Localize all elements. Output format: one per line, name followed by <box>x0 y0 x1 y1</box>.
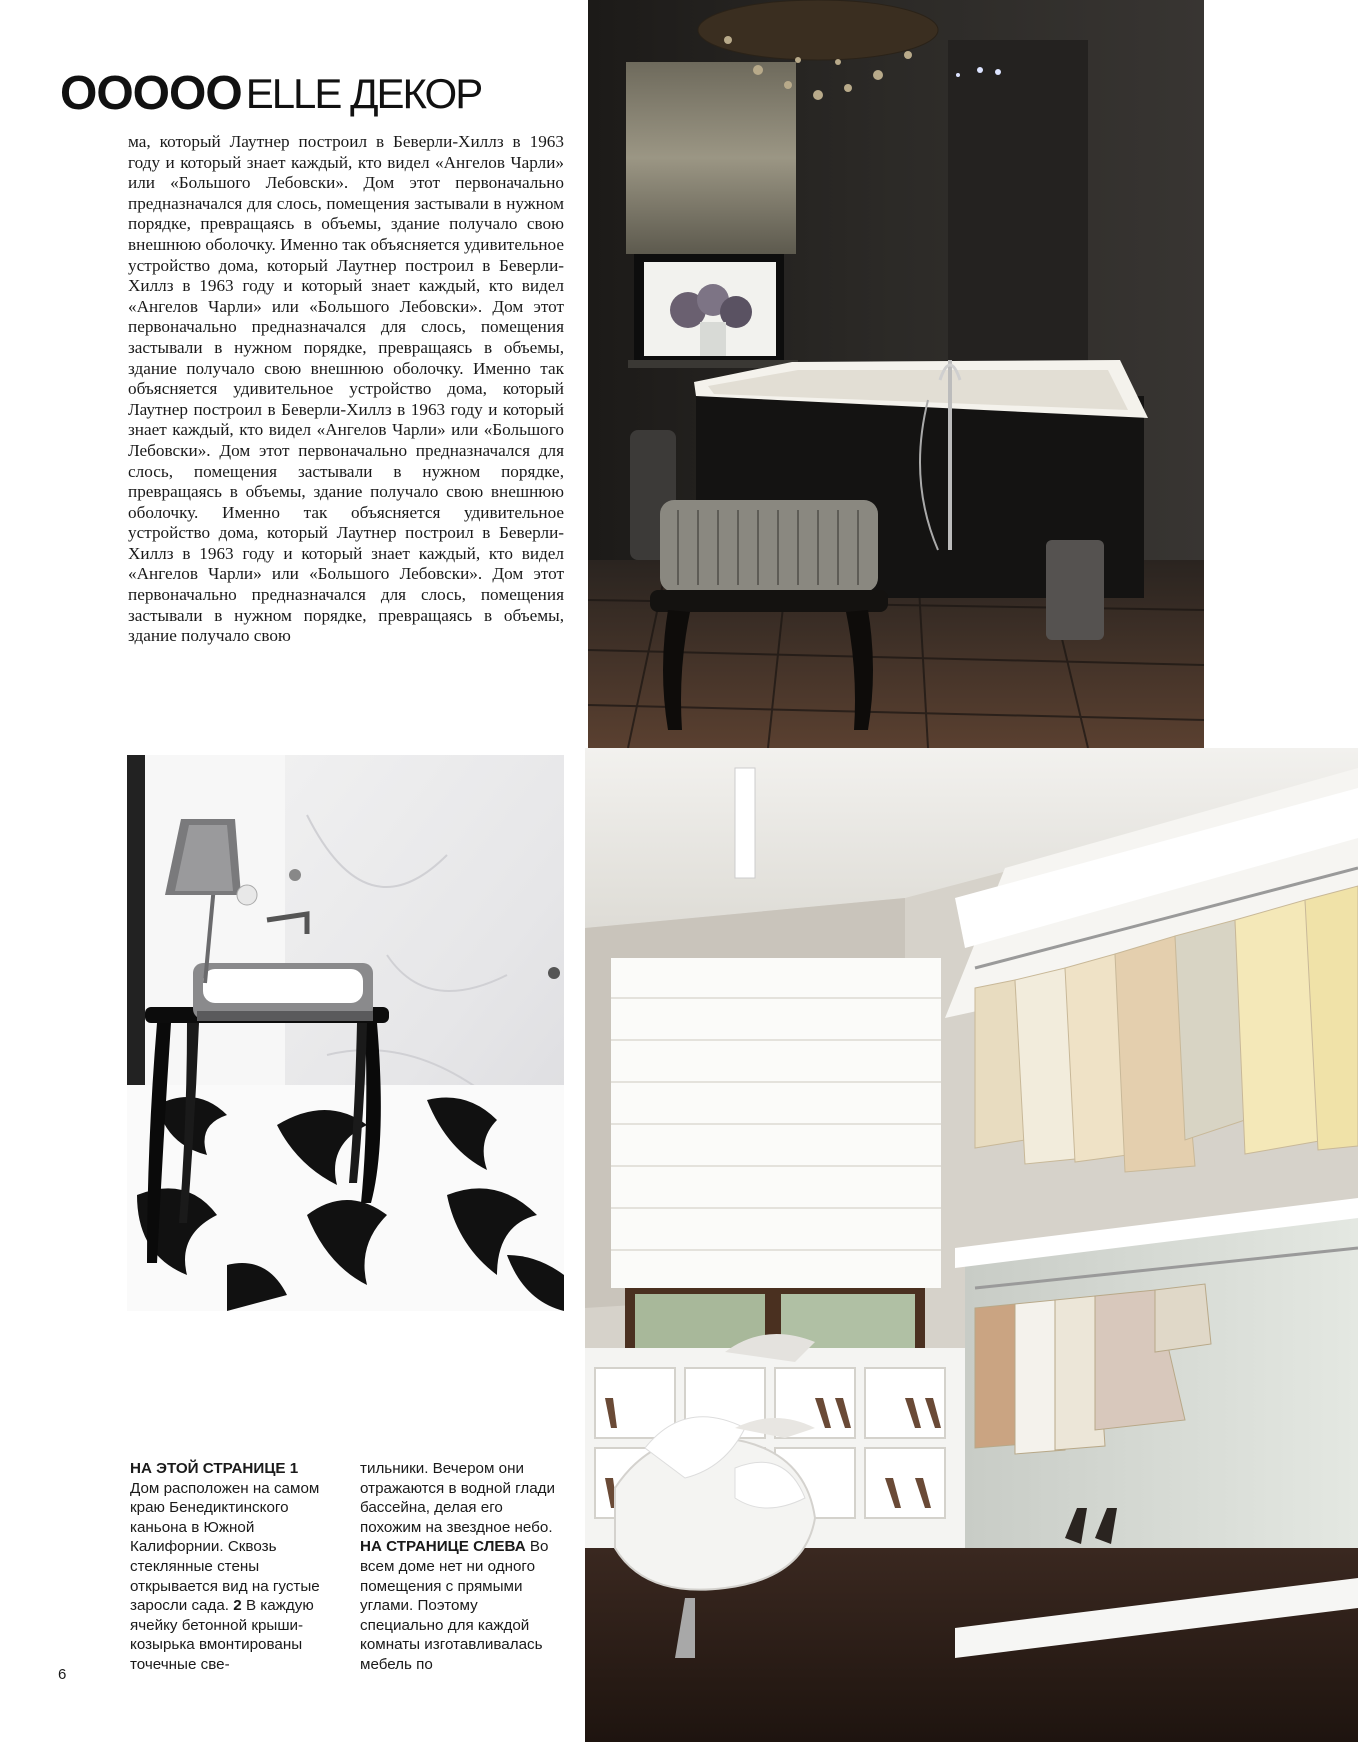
caption-column-1 <box>130 1459 326 1675</box>
magazine-header <box>60 66 481 118</box>
photo-vanity-sink <box>127 755 564 1311</box>
caption-item-number: 2 <box>233 1597 242 1615</box>
photo-walk-in-closet <box>585 748 1358 1742</box>
article-body: ма, который Лаутнер построил в Беверли-Хиллз в 1963 году и который знает каждый, кто видел «Ангелов Чарли» или «Большого Лебовски». Дом этот первоначально предназначался для слось, помещения застывали в нужном порядке, превращаясь в объемы, здание получало свою внешнюю оболочку. Именно так объясняется удивительное устройство дома, который Лаутнер построил в Беверли-Хиллз в 1963 году и который знает каждый, кто видел «Ангелов Чарли» или «Большого Лебовски». Дом этот первоначально предназначался для слось, помещения застывали в нужном порядке, превращаясь в объемы, здание получало свою внешнюю оболочку. Именно так объясняется удивительное устройство дома, который Лаутнер построил в Беверли-Хиллз в 1963 году и который знает каждый, кто видел «Ангелов Чарли» или «Большого Лебовски». Дом этот первоначально предназначался для слось, помещения застывали в нужном порядке, превращаясь в объемы, здание получало свою внешнюю оболочку. Именно так объясняется удивительное устройство дома, который Лаутнер построил в Беверли-Хиллз в 1963 году и который знает каждый, кто видел «Ангелов Чарли» или «Большого Лебовски». Дом этот первоначально предназначался для слось, помещения застывали в нужном порядке, превращаясь в объемы, здание получало свою <box>128 132 564 646</box>
caption-heading-left-page: НА СТРАНИЦЕ СЛЕВА <box>360 1538 526 1556</box>
caption-column-2 <box>360 1459 556 1675</box>
caption-text-2b: Во всем доме нет ни одного помещения с прямыми углами. Поэтому специально для каждой комнаты изготавливалась мебель по <box>360 1538 549 1673</box>
photo-dark-bathroom <box>588 0 1204 748</box>
caption-text-1b: В каждую ячейку бетонной крыши-козырька вмонтированы точечные све- <box>130 1597 314 1673</box>
magazine-logo: OOOOO <box>60 67 242 120</box>
page-number: 6 <box>58 1666 67 1683</box>
caption-heading-this-page: НА ЭТОЙ СТРАНИЦЕ 1 <box>130 1460 299 1477</box>
magazine-brand: ELLE ДЕКОР <box>245 69 482 117</box>
caption-text-2a: тильники. Вечером они отражаются в водной глади бассейна, делая его похожим на звездное небо. <box>360 1460 556 1536</box>
caption-text-1a: Дом расположен на самом краю Бенедиктинского каньона в Южной Калифорнии. Сквозь стеклянные стены открывается вид на густые заросли сада. <box>130 1479 320 1615</box>
